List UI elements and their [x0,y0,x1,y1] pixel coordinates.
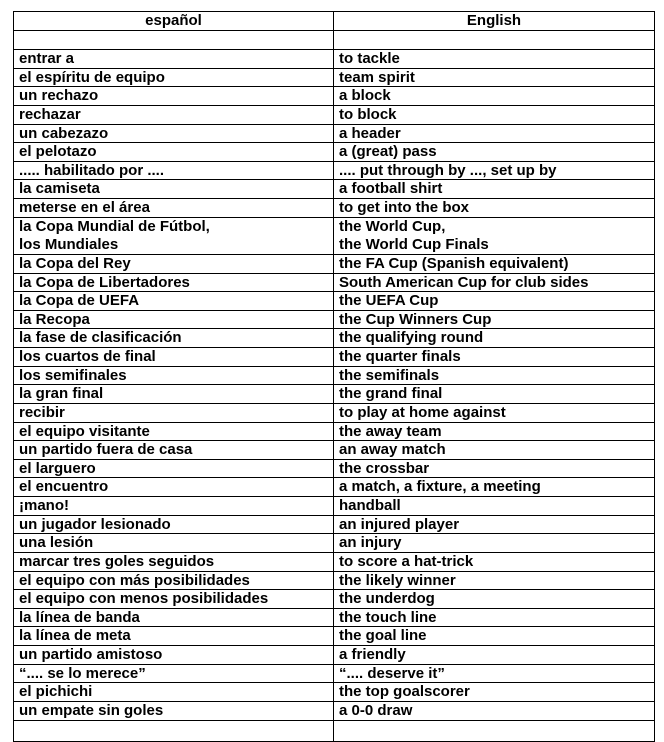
cell-english: the top goalscorer [334,683,655,702]
cell-english [334,217,655,254]
cell-spanish: un jugador lesionado [14,515,334,534]
cell-spanish: los cuartos de final [14,348,334,367]
blank-cell-english [334,31,655,50]
table-row [14,292,655,311]
cell-english: team spirit [334,68,655,87]
table-row [14,348,655,367]
cell-spanish: ¡mano! [14,497,334,516]
cell-english: the touch line [334,608,655,627]
table-row [14,627,655,646]
cell-spanish: el equipo con menos posibilidades [14,590,334,609]
table-row [14,552,655,571]
table-row [14,366,655,385]
cell-english: to get into the box [334,199,655,218]
cell-english: to play at home against [334,403,655,422]
cell-spanish: un partido amistoso [14,646,334,665]
cell-english: the crossbar [334,459,655,478]
cell-english: a header [334,124,655,143]
cell-english: .... put through by ..., set up by [334,161,655,180]
cell-english: the UEFA Cup [334,292,655,311]
table-row [14,273,655,292]
blank-cell-spanish [14,31,334,50]
cell-spanish: el pichichi [14,683,334,702]
table-row [14,68,655,87]
table-row [14,161,655,180]
table-row [14,701,655,720]
table-row [14,329,655,348]
table-row [14,478,655,497]
table-row [14,664,655,683]
cell-spanish: un partido fuera de casa [14,441,334,460]
cell-english: South American Cup for club sides [334,273,655,292]
table-row [14,403,655,422]
cell-english [334,720,655,741]
table-row [14,310,655,329]
cell-english: the qualifying round [334,329,655,348]
cell-spanish: un cabezazo [14,124,334,143]
cell-english: to score a hat-trick [334,552,655,571]
table-row [14,50,655,69]
table-row [14,254,655,273]
cell-spanish: el pelotazo [14,143,334,162]
table-row [14,534,655,553]
cell-english: the underdog [334,590,655,609]
header-row [14,12,655,31]
cell-spanish: entrar a [14,50,334,69]
cell-spanish [14,217,334,254]
table-row [14,459,655,478]
cell-english: the goal line [334,627,655,646]
cell-english: a friendly [334,646,655,665]
cell-spanish: el larguero [14,459,334,478]
cell-english: the away team [334,422,655,441]
cell-english: the FA Cup (Spanish equivalent) [334,254,655,273]
table-row [14,571,655,590]
cell-english: the quarter finals [334,348,655,367]
cell-spanish: un empate sin goles [14,701,334,720]
table-row-continued [14,720,655,741]
cell-english: to tackle [334,50,655,69]
cell-english: the grand final [334,385,655,404]
cell-english: a (great) pass [334,143,655,162]
cell-spanish: la camiseta [14,180,334,199]
cell-spanish: rechazar [14,105,334,124]
cell-spanish: la gran final [14,385,334,404]
cell-spanish: la Recopa [14,310,334,329]
table-row [14,683,655,702]
table-row [14,646,655,665]
cell-spanish: la Copa de Libertadores [14,273,334,292]
cell-spanish-line-1: la Copa Mundial de Fútbol, [19,217,210,235]
cell-english-line-1: the World Cup, [339,217,446,235]
table-row [14,590,655,609]
cell-english: the semifinals [334,366,655,385]
table-row [14,217,655,254]
cell-english: an injured player [334,515,655,534]
cell-spanish: ..... habilitado por .... [14,161,334,180]
table-row [14,515,655,534]
cell-spanish: la fase de clasificación [14,329,334,348]
cell-spanish: recibir [14,403,334,422]
table-body [14,31,655,742]
cell-english: the likely winner [334,571,655,590]
cell-spanish-line-2: los Mundiales [19,235,119,253]
cell-english: the Cup Winners Cup [334,310,655,329]
table-row [14,422,655,441]
cell-spanish: la línea de meta [14,627,334,646]
cell-spanish: la Copa de UEFA [14,292,334,311]
table-row [14,87,655,106]
cell-english-line-2: the World Cup Finals [339,235,489,253]
cell-spanish: el espíritu de equipo [14,68,334,87]
cell-spanish: el equipo con más posibilidades [14,571,334,590]
table-row [14,441,655,460]
cell-spanish: marcar tres goles seguidos [14,552,334,571]
cell-spanish: un rechazo [14,87,334,106]
column-header-english: English [334,12,655,31]
cell-spanish: la Copa del Rey [14,254,334,273]
cell-english: a football shirt [334,180,655,199]
table-row [14,497,655,516]
cell-spanish: meterse en el área [14,199,334,218]
table-row [14,105,655,124]
column-header-spanish: español [14,12,334,31]
cell-spanish [14,720,334,741]
cell-english: a match, a fixture, a meeting [334,478,655,497]
table-row [14,385,655,404]
blank-row [14,31,655,50]
cell-spanish: el equipo visitante [14,422,334,441]
cell-spanish: una lesión [14,534,334,553]
table-row [14,143,655,162]
cell-english: handball [334,497,655,516]
cell-english: a block [334,87,655,106]
cell-english: a 0-0 draw [334,701,655,720]
cell-spanish: la línea de banda [14,608,334,627]
table-row [14,608,655,627]
table-row [14,180,655,199]
cell-spanish: el encuentro [14,478,334,497]
vocabulary-table [13,11,655,742]
cell-english: “.... deserve it” [334,664,655,683]
cell-english: an away match [334,441,655,460]
table-row [14,199,655,218]
cell-english: to block [334,105,655,124]
cell-english: an injury [334,534,655,553]
cell-spanish: los semifinales [14,366,334,385]
table-row [14,124,655,143]
cell-spanish: “.... se lo merece” [14,664,334,683]
